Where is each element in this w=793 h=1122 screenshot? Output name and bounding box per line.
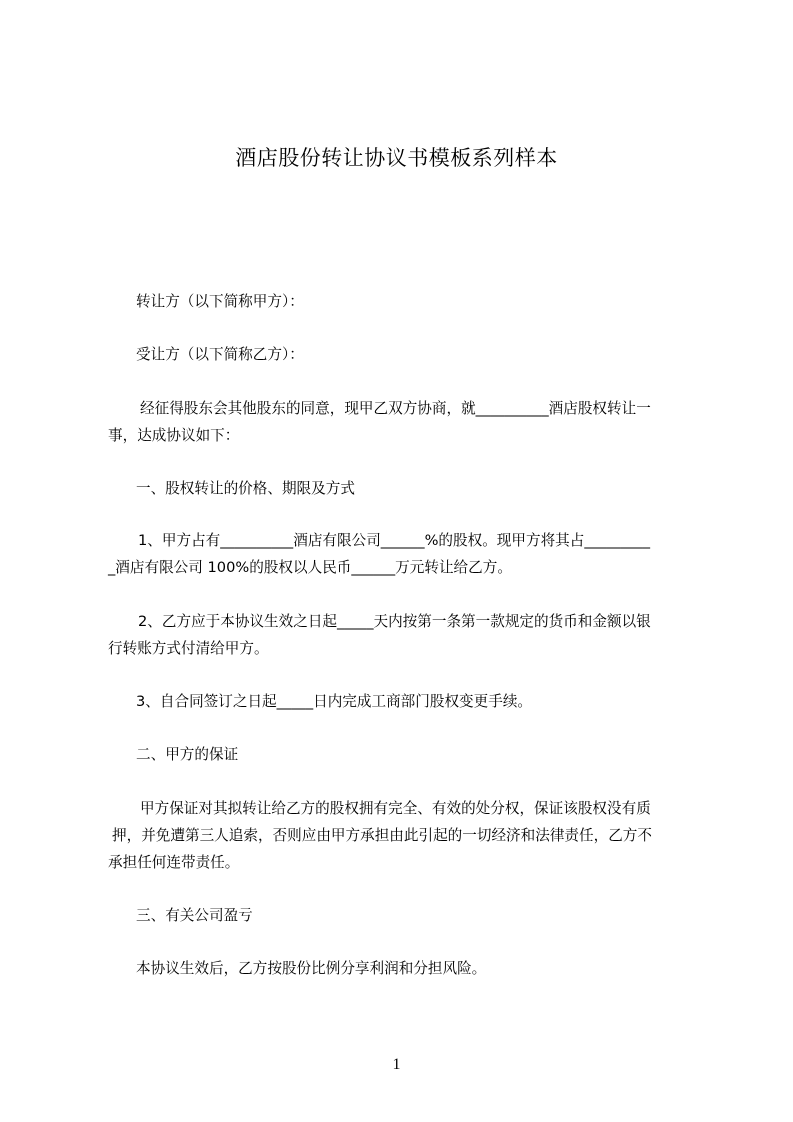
clause-3 xyxy=(108,688,700,715)
paragraph-line: 甲方保证对其拟转让给乙方的股权拥有完全、有效的处分权，保证该股权没有质 xyxy=(140,800,651,817)
clause-1 xyxy=(108,527,700,581)
section-heading-3 xyxy=(108,902,700,929)
paragraph-line: 事，达成协议如下： xyxy=(108,427,240,444)
paragraph-line: 一、股权转让的价格、期限及方式 xyxy=(136,480,355,497)
paragraph-line: 三、有关公司盈亏 xyxy=(136,907,253,924)
document-title: 酒店股份转让协议书模板系列样本 xyxy=(235,146,558,170)
clause-2 xyxy=(108,608,700,662)
section-heading-1 xyxy=(108,475,700,502)
paragraph-transferor xyxy=(108,288,700,315)
paragraph-line: 行转账方式付清给甲方。 xyxy=(108,640,269,657)
paragraph-line: _酒店有限公司 100%的股权以人民币______万元转让给乙方。 xyxy=(108,559,512,576)
paragraph-line: 3、自合同签订之日起_____日内完成工商部门股权变更手续。 xyxy=(136,693,533,710)
page-number: 1 xyxy=(392,1056,401,1073)
paragraph-line: 转让方（以下简称甲方）： xyxy=(136,293,304,310)
profit-loss-paragraph xyxy=(108,955,700,982)
section-heading-2 xyxy=(108,741,700,768)
paragraph-transferee xyxy=(108,341,700,368)
paragraph-line: 2、乙方应于本协议生效之日起_____天内按第一条第一款规定的货币和金额以银 xyxy=(138,613,651,630)
warranty-paragraph xyxy=(108,795,700,876)
paragraph-intro xyxy=(108,395,700,449)
paragraph-line: 受让方（以下简称乙方）： xyxy=(136,346,304,363)
paragraph-line: 押，并免遭第三人追索，否则应由甲方承担由此引起的一切经济和法律责任，乙方不 xyxy=(112,827,652,844)
paragraph-line: 经征得股东会其他股东的同意，现甲乙双方协商，就__________酒店股权转让一 xyxy=(140,400,651,417)
paragraph-line: 二、甲方的保证 xyxy=(136,746,239,763)
paragraph-line: 本协议生效后，乙方按股份比例分享利润和分担风险。 xyxy=(136,960,487,977)
paragraph-line: 1、甲方占有__________酒店有限公司______%的股权。现甲方将其占_________ xyxy=(138,532,651,549)
paragraph-line: 承担任何连带责任。 xyxy=(108,854,240,871)
